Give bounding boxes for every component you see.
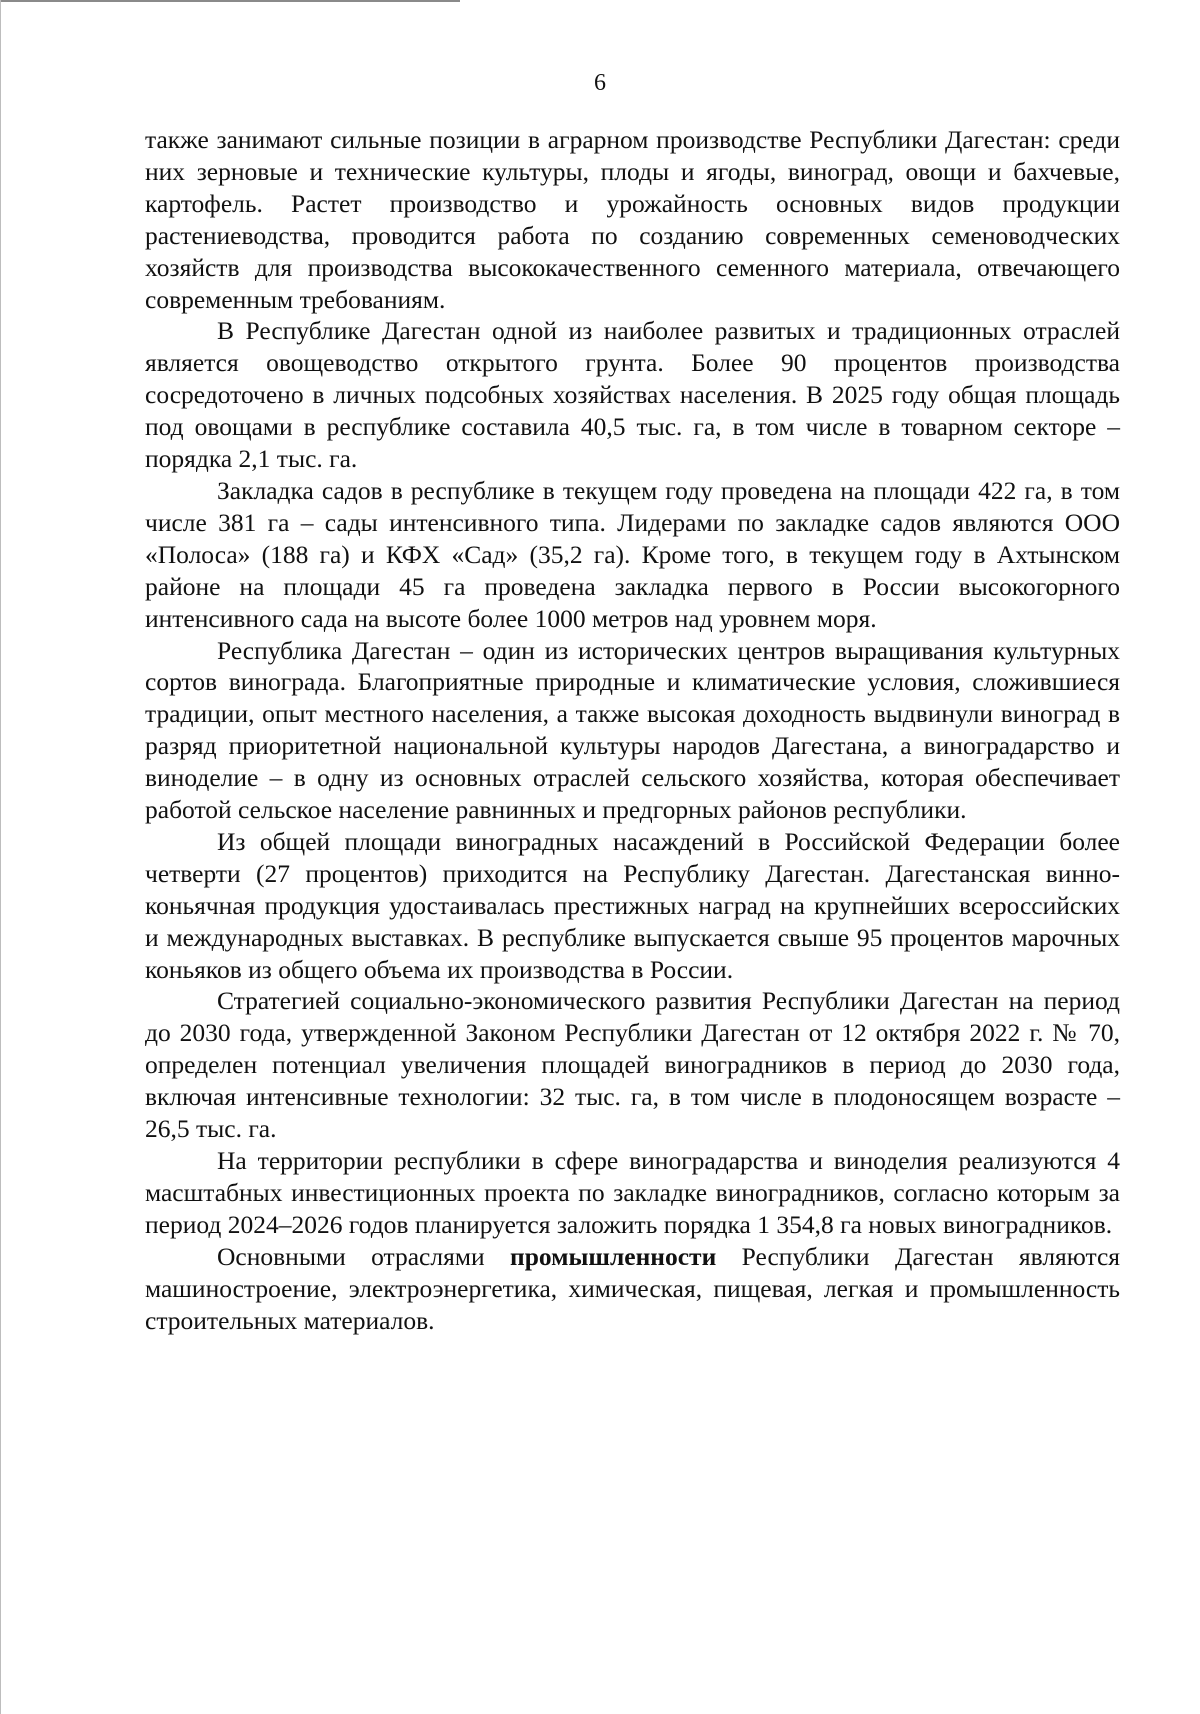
paragraph-investment-projects: На территории республики в сфере виноградарства и виноделия реализуются 4 масштабных инвестиционных проекта по закладке виноградников, согласно которым за период 2024–2026 годов планируется заложить порядка 1 354,8 га новых виноградников. xyxy=(145,1146,1120,1239)
industry-keyword: промышленности xyxy=(510,1241,717,1271)
paragraph-industry-rest: Республики Дагестан являются машиностроение, электроэнергетика, химическая, пищевая, легкая и промышленность строительных материалов. xyxy=(145,1241,1120,1335)
paragraph-development-strategy: Стратегией социально-экономического развития Республики Дагестан на период до 2030 года, утвержденной Законом Республики Дагестан от 12 октября 2022 г. № 70, определен потенциал увеличения площадей виноградников в период до 2030 года, включая интенсивные технологии: 32 тыс. га, в том числе в плодоносящем возрасте – 26,5 тыс. га. xyxy=(145,986,1120,1144)
paragraph-industry-lead: Основными отраслями xyxy=(217,1241,511,1271)
page-number: 6 xyxy=(594,70,606,96)
paragraph-viticulture-history: Республика Дагестан – один из исторических центров выращивания культурных сортов винограда. Благоприятные природные и климатические условия, сложившиеся традиции, опыт местного населения, а также высокая доходность выдвинули виноград в разряд приоритетной национальной культуры народов Дагестана, а виноградарство и виноделие – в одну из основных отраслей сельского хозяйства, которая обеспечивает работой сельское население равнинных и предгорных районов республики. xyxy=(145,635,1120,825)
paragraph-vineyard-share: Из общей площади виноградных насаждений в Российской Федерации более четверти (27 процентов) приходится на Республику Дагестан. Дагестанская винно-коньячная продукция удостаивалась престижных наград на крупнейших всероссийских и международных выставках. В республике выпускается свыше 95 процентов марочных коньяков из общего объема их производства в России. xyxy=(145,826,1120,984)
paragraph-orchards: Закладка садов в республике в текущем году проведена на площади 422 га, в том числе 381 га – сады интенсивного типа. Лидерами по закладке садов являются ООО «Полоса» (188 га) и КФХ «Сад» (35,2 га). Кроме того, в текущем году в Ахтынском районе на площади 45 га проведена закладка первого в России высокогорного интенсивного сада на высоте более 1000 метров над уровнем моря. xyxy=(145,475,1120,633)
paragraph-vegetable-growing: В Республике Дагестан одной из наиболее развитых и традиционных отраслей является овощеводство открытого грунта. Более 90 процентов производства сосредоточено в личных подсобных хозяйствах населения. В 2025 году общая площадь под овощами в республике составила 40,5 тыс. га, в том числе в товарном секторе – порядка 2,1 тыс. га. xyxy=(145,316,1120,474)
document-body xyxy=(145,124,1120,1336)
paragraph-agriculture-crops: также занимают сильные позиции в аграрном производстве Республики Дагестан: среди них зерновые и технические культуры, плоды и ягоды, виноград, овощи и бахчевые, картофель. Растет производство и урожайность основных видов продукции растениеводства, проводится работа по созданию современных семеноводческих хозяйств для производства высококачественного семенного материала, отвечающего современным требованиям. xyxy=(145,125,1120,314)
scan-edge-line xyxy=(0,0,1,1714)
scan-edge-line xyxy=(0,0,460,2)
paragraph-industry xyxy=(145,1241,1120,1337)
